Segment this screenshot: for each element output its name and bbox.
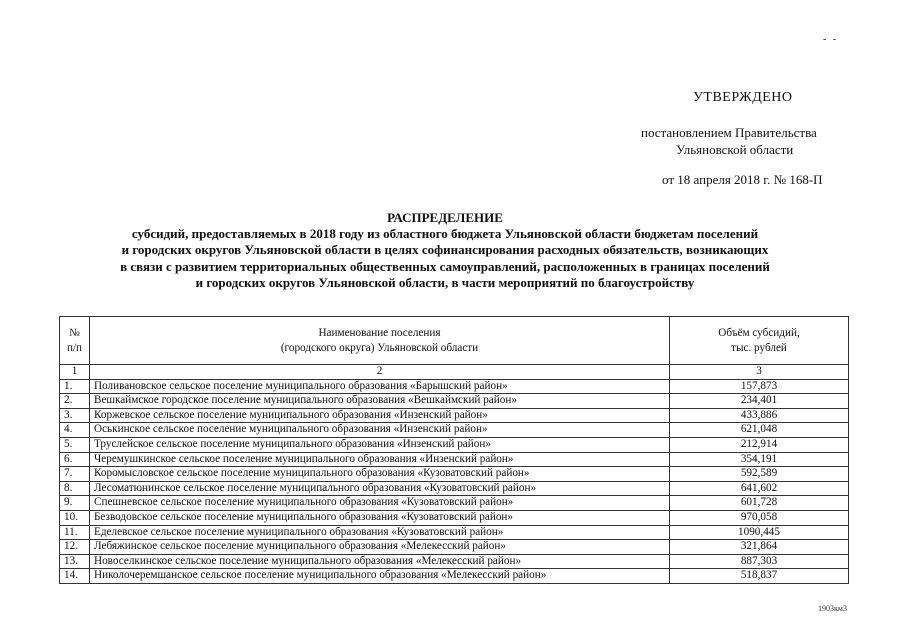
row-number: 12. (60, 540, 90, 555)
column-number: 3 (670, 365, 849, 380)
row-number: 3. (60, 408, 90, 423)
document-title (50, 210, 840, 291)
document-code: 1903км3 (818, 604, 847, 613)
table-row (60, 408, 849, 423)
row-settlement-name: Лесоматюнинское сельское поселение муниципального образования «Кузоватовский район» (90, 481, 670, 496)
row-settlement-name: Поливановское сельское поселение муниципального образования «Барышский район» (90, 379, 670, 394)
row-settlement-name: Безводовское сельское поселение муниципального образования «Кузоватовский район» (90, 510, 670, 525)
table-row (60, 540, 849, 555)
table-row (60, 467, 849, 482)
column-number: 1 (60, 365, 90, 380)
subsidy-distribution-table (59, 316, 849, 584)
row-subsidy-amount: 354,191 (670, 452, 849, 467)
corner-mark: - - (823, 34, 839, 45)
row-settlement-name: Коромысловское сельское поселение муниципального образования «Кузоватовский район» (90, 467, 670, 482)
decree-reference-line1: постановлением Правительства (641, 125, 817, 140)
row-subsidy-amount: 433,886 (670, 408, 849, 423)
title-line: и городских округов Ульяновской области в целях софинансирования расходных обязательств, возникающих (121, 242, 769, 258)
header-number: № п/п (60, 317, 90, 365)
table-row (60, 496, 849, 511)
table-row (60, 525, 849, 540)
row-number: 2. (60, 394, 90, 409)
table-row (60, 423, 849, 438)
column-number: 2 (90, 365, 670, 380)
title-line: и городских округов Ульяновской области, в части мероприятий по благоустройству (195, 274, 695, 290)
row-settlement-name: Лебяжинское сельское поселение муниципального образования «Мелекесский район» (90, 540, 670, 555)
table-row (60, 569, 849, 584)
row-settlement-name: Коржевское сельское поселение муниципального образования «Инзенский район» (90, 408, 670, 423)
table-row (60, 481, 849, 496)
row-subsidy-amount: 592,589 (670, 467, 849, 482)
row-number: 8. (60, 481, 90, 496)
header-amount-line2: тыс. рублей (731, 341, 787, 354)
row-subsidy-amount: 601,728 (670, 496, 849, 511)
header-subsidy-amount (670, 317, 849, 365)
table-header-row (60, 317, 849, 365)
row-settlement-name: Черемушкинское сельское поселение муниципального образования «Инзенский район» (90, 452, 670, 467)
header-settlement-name (90, 317, 670, 365)
row-settlement-name: Спешневское сельское поселение муниципального образования «Кузоватовский район» (90, 496, 670, 511)
title-line: в связи с развитием территориальных общественных самоуправлений, расположенных в границах поселений (120, 258, 770, 274)
row-subsidy-amount: 518,837 (670, 569, 849, 584)
row-settlement-name: Труслейское сельское поселение муниципального образования «Инзенский район» (90, 437, 670, 452)
row-subsidy-amount: 621,048 (670, 423, 849, 438)
header-amount-line1: Объём субсидий, (718, 326, 800, 339)
row-number: 5. (60, 437, 90, 452)
row-number: 4. (60, 423, 90, 438)
table-row (60, 437, 849, 452)
row-subsidy-amount: 212,914 (670, 437, 849, 452)
decree-reference-line2: Ульяновской области (676, 142, 794, 157)
table-row (60, 394, 849, 409)
row-number: 1. (60, 379, 90, 394)
row-subsidy-amount: 321,864 (670, 540, 849, 555)
row-number: 10. (60, 510, 90, 525)
row-number: 7. (60, 467, 90, 482)
row-number: 9. (60, 496, 90, 511)
row-settlement-name: Оськинское сельское поселение муниципального образования «Инзенский район» (90, 423, 670, 438)
row-settlement-name: Вешкаймское городское поселение муниципального образования «Вешкаймский район» (90, 394, 670, 409)
row-subsidy-amount: 1090,445 (670, 525, 849, 540)
row-number: 13. (60, 554, 90, 569)
row-subsidy-amount: 641,602 (670, 481, 849, 496)
row-subsidy-amount: 887,303 (670, 554, 849, 569)
title-line: субсидий, предоставляемых в 2018 году из областного бюджета Ульяновской области бюджетам поселений (131, 226, 759, 242)
approval-stamp: УТВЕРЖДЕНО (693, 90, 793, 105)
table-row (60, 510, 849, 525)
table-row (60, 554, 849, 569)
row-number: 14. (60, 569, 90, 584)
row-subsidy-amount: 234,401 (670, 394, 849, 409)
column-number-row (60, 365, 849, 380)
row-settlement-name: Еделевское сельское поселение муниципального образования «Кузоватовский район» (90, 525, 670, 540)
row-settlement-name: Николочеремшанское сельское поселение муниципального образования «Мелекесский район» (90, 569, 670, 584)
row-number: 6. (60, 452, 90, 467)
table-row (60, 452, 849, 467)
title-heading: РАСПРЕДЕЛЕНИЕ (387, 210, 503, 225)
decree-date-number: от 18 апреля 2018 г. № 168-П (662, 172, 823, 187)
row-number: 11. (60, 525, 90, 540)
row-subsidy-amount: 970,058 (670, 510, 849, 525)
header-name-line2: (городского округа) Ульяновской области (280, 341, 479, 354)
row-subsidy-amount: 157,873 (670, 379, 849, 394)
table-row (60, 379, 849, 394)
header-name-line1: Наименование поселения (318, 326, 441, 339)
row-settlement-name: Новоселкинское сельское поселение муниципального образования «Мелекесский район» (90, 554, 670, 569)
